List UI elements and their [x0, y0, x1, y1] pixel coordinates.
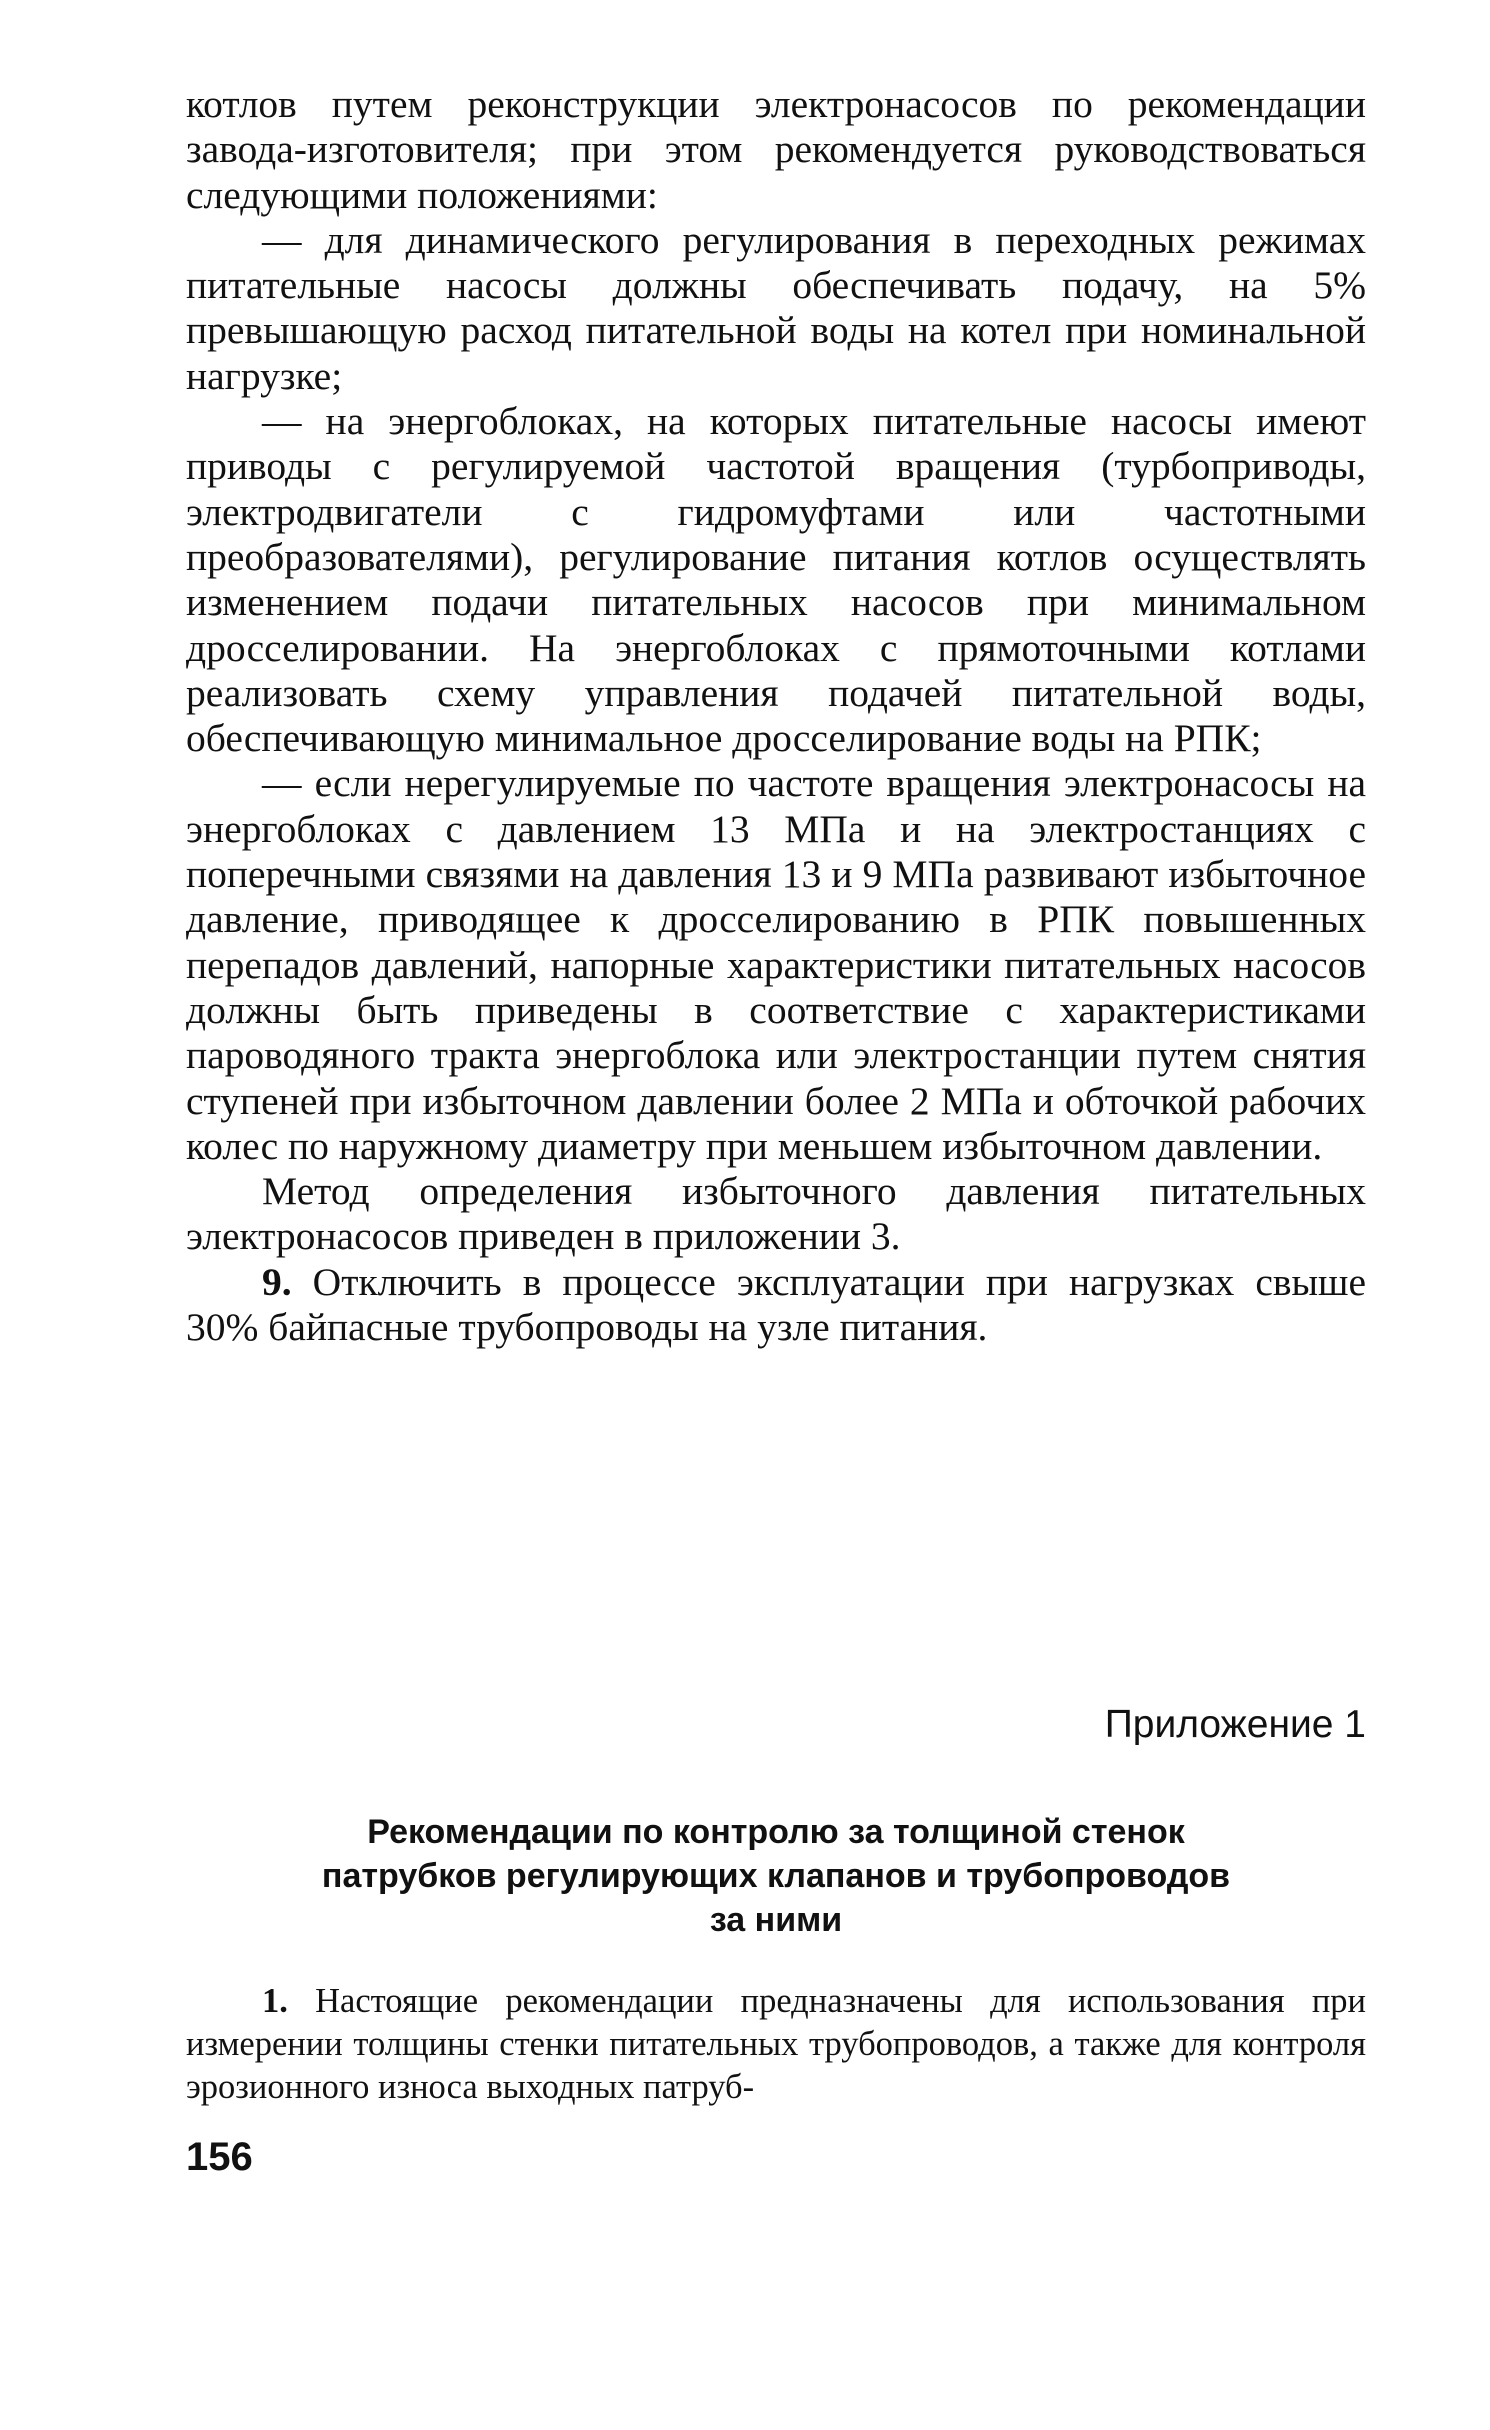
appendix-title-line-3: за ними	[709, 1901, 843, 1939]
appendix-title-line-1: Рекомендации по контролю за толщиной стенок	[367, 1813, 1185, 1851]
main-text	[186, 82, 1366, 1350]
paragraph-item-9	[186, 1260, 1366, 1351]
item-9-number: 9.	[262, 1259, 292, 1304]
paragraph-method: Метод определения избыточного давления питательных электронасосов приведен в приложении 3.	[186, 1169, 1366, 1259]
item-9-text: Отключить в процессе эксплуатации при нагрузках свыше 30% байпасные трубопроводы на узле питания.	[186, 1259, 1366, 1350]
appendix-title	[186, 1810, 1366, 1942]
appendix-item-1-number: 1.	[262, 1982, 288, 2020]
document-page	[186, 82, 1366, 2179]
appendix-title-line-2: патрубков регулирующих клапанов и трубопроводов	[321, 1857, 1231, 1895]
appendix-item-1	[186, 1980, 1366, 2109]
appendix-label: Приложение 1	[1104, 1703, 1366, 1746]
appendix-item-1-text: Настоящие рекомендации предназначены для использования при измерении толщины стенки питательных трубопроводов, а также для контроля эрозионного износа выходных патруб-	[186, 1982, 1366, 2106]
paragraph-unregulated-pumps: — если нерегулируемые по частоте вращения электронасосы на энергоблоках с давлением 13 МПа и на электростанциях с поперечными связями на давления 13 и 9 МПа развивают избыточное давление, приводящее к дросселированию в РПК повышенных перепадов давлений, напорные характеристики питательных насосов должны быть приведены в соответствие с характеристиками пароводяного тракта энергоблока или электростанции путем снятия ступеней при избыточном давлении более 2 МПа и обточкой рабочих колес по наружному диаметру при меньшем избыточном давлении.	[186, 761, 1366, 1168]
page-number: 156	[186, 2135, 253, 2179]
paragraph-dynamic-regulation: — для динамического регулирования в переходных режимах питательные насосы должны обеспечивать подачу, на 5% превышающую расход питательной воды на котел при номинальной нагрузке;	[186, 217, 1366, 398]
paragraph-intro: котлов путем реконструкции электронасосов по рекомендации завода-изготовителя; при этом рекомендуется руководствоваться следующими положениями:	[186, 82, 1366, 217]
paragraph-power-units: — на энергоблоках, на которых питательные насосы имеют приводы с регулируемой частотой вращения (турбоприводы, электродвигатели с гидромуфтами или частотными преобразователями), регулирование питания котлов осуществлять изменением подачи питательных насосов при минимальном дросселировании. На энергоблоках с прямоточными котлами реализовать схему управления подачей питательной воды, обеспечивающую минимальное дросселирование воды на РПК;	[186, 399, 1366, 761]
